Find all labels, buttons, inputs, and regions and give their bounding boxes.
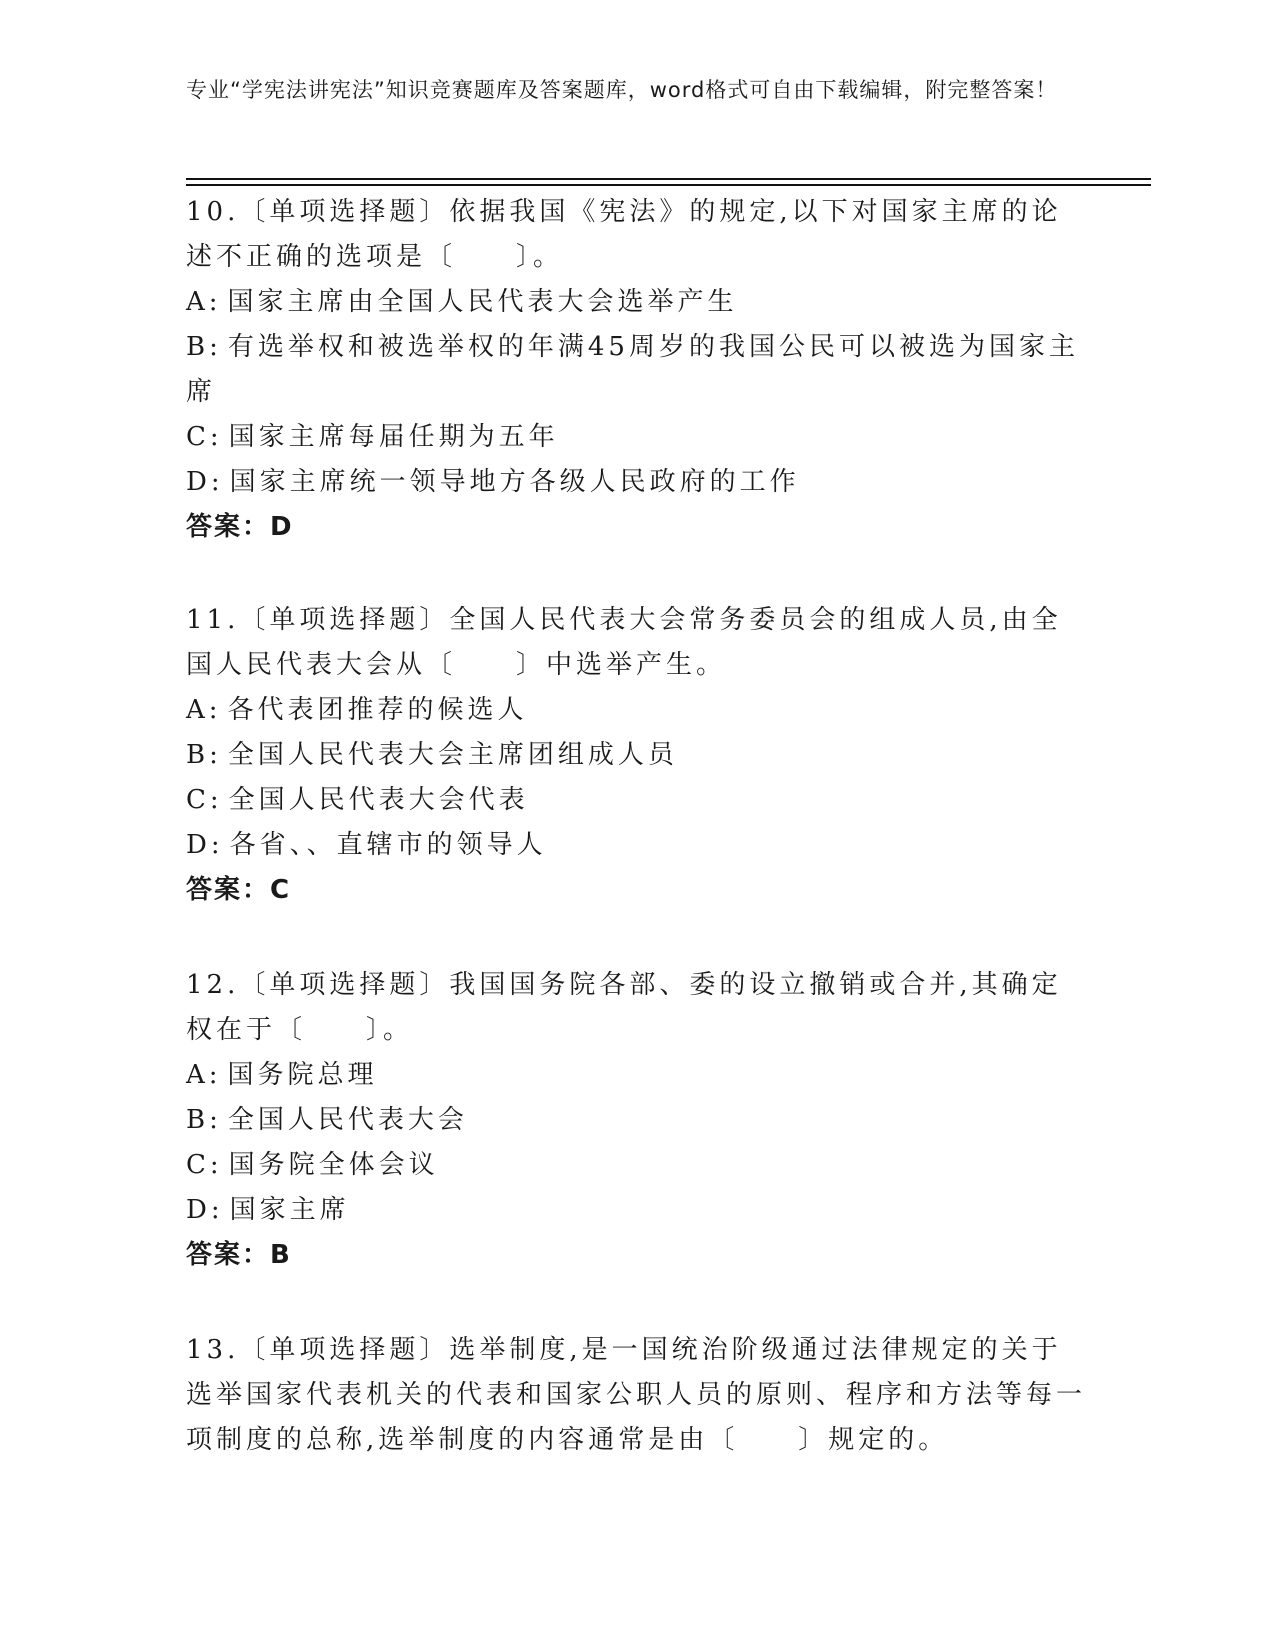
option-a	[186, 280, 1086, 325]
option-text: 全国人民代表大会	[227, 1105, 468, 1135]
option-d	[186, 823, 1086, 868]
option-text: 有选举权和被选举权的年满45周岁的我国公民可以被选为国家主席	[186, 332, 1079, 407]
option-key: C:	[186, 785, 223, 815]
option-key: D:	[186, 1195, 224, 1225]
question-10	[186, 190, 1086, 550]
question-11	[186, 598, 1086, 913]
option-b	[186, 733, 1086, 778]
header-divider-top	[186, 178, 1151, 180]
option-key: A:	[186, 1060, 222, 1090]
option-d	[186, 460, 1086, 505]
option-c	[186, 778, 1086, 823]
option-key: D:	[186, 830, 224, 860]
question-text: 11.〔单项选择题〕全国人民代表大会常务委员会的组成人员,由全国人民代表大会从〔 〕中选举产生。	[186, 605, 1062, 680]
option-key: A:	[186, 695, 222, 725]
option-key: B:	[186, 740, 222, 770]
option-b	[186, 1098, 1086, 1143]
question-text: 13.〔单项选择题〕选举制度,是一国统治阶级通过法律规定的关于选举国家代表机关的代表和国家公职人员的原则、程序和方法等每一项制度的总称,选举制度的内容通常是由〔 〕规定的。	[186, 1335, 1087, 1455]
option-key: B:	[186, 332, 222, 362]
option-text: 各省、、直辖市的领导人	[229, 830, 547, 860]
option-text: 国家主席由全国人民代表大会选举产生	[227, 287, 738, 317]
document-header: 专业“学宪法讲宪法”知识竞赛题库及答案题库，word格式可自由下载编辑，附完整答案！	[186, 78, 1058, 102]
question-text: 12.〔单项选择题〕我国国务院各部、委的设立撤销或合并,其确定权在于〔 〕。	[186, 970, 1062, 1045]
question-12	[186, 963, 1086, 1278]
option-text: 各代表团推荐的候选人	[227, 695, 528, 725]
question-text: 10.〔单项选择题〕依据我国《宪法》的规定,以下对国家主席的论述不正确的选项是〔 〕。	[186, 197, 1062, 272]
option-text: 国家主席	[229, 1195, 350, 1225]
option-text: 国家主席统一领导地方各级人民政府的工作	[229, 467, 800, 497]
option-text: 全国人民代表大会主席团组成人员	[227, 740, 678, 770]
option-key: D:	[186, 467, 224, 497]
option-a	[186, 1053, 1086, 1098]
option-key: C:	[186, 1150, 223, 1180]
option-text: 国家主席每届任期为五年	[228, 422, 559, 452]
option-text: 全国人民代表大会代表	[228, 785, 529, 815]
option-d	[186, 1188, 1086, 1233]
answer-line: 答案：B	[186, 1240, 292, 1270]
answer-line: 答案：D	[186, 512, 294, 542]
option-text: 国务院总理	[227, 1060, 378, 1090]
option-b	[186, 325, 1086, 415]
option-key: A:	[186, 287, 222, 317]
option-c	[186, 1143, 1086, 1188]
answer-line: 答案：C	[186, 875, 292, 905]
question-13	[186, 1328, 1086, 1463]
header-divider-bottom	[186, 184, 1151, 186]
option-a	[186, 688, 1086, 733]
option-key: C:	[186, 422, 223, 452]
option-c	[186, 415, 1086, 460]
option-key: B:	[186, 1105, 222, 1135]
option-text: 国务院全体会议	[228, 1150, 439, 1180]
